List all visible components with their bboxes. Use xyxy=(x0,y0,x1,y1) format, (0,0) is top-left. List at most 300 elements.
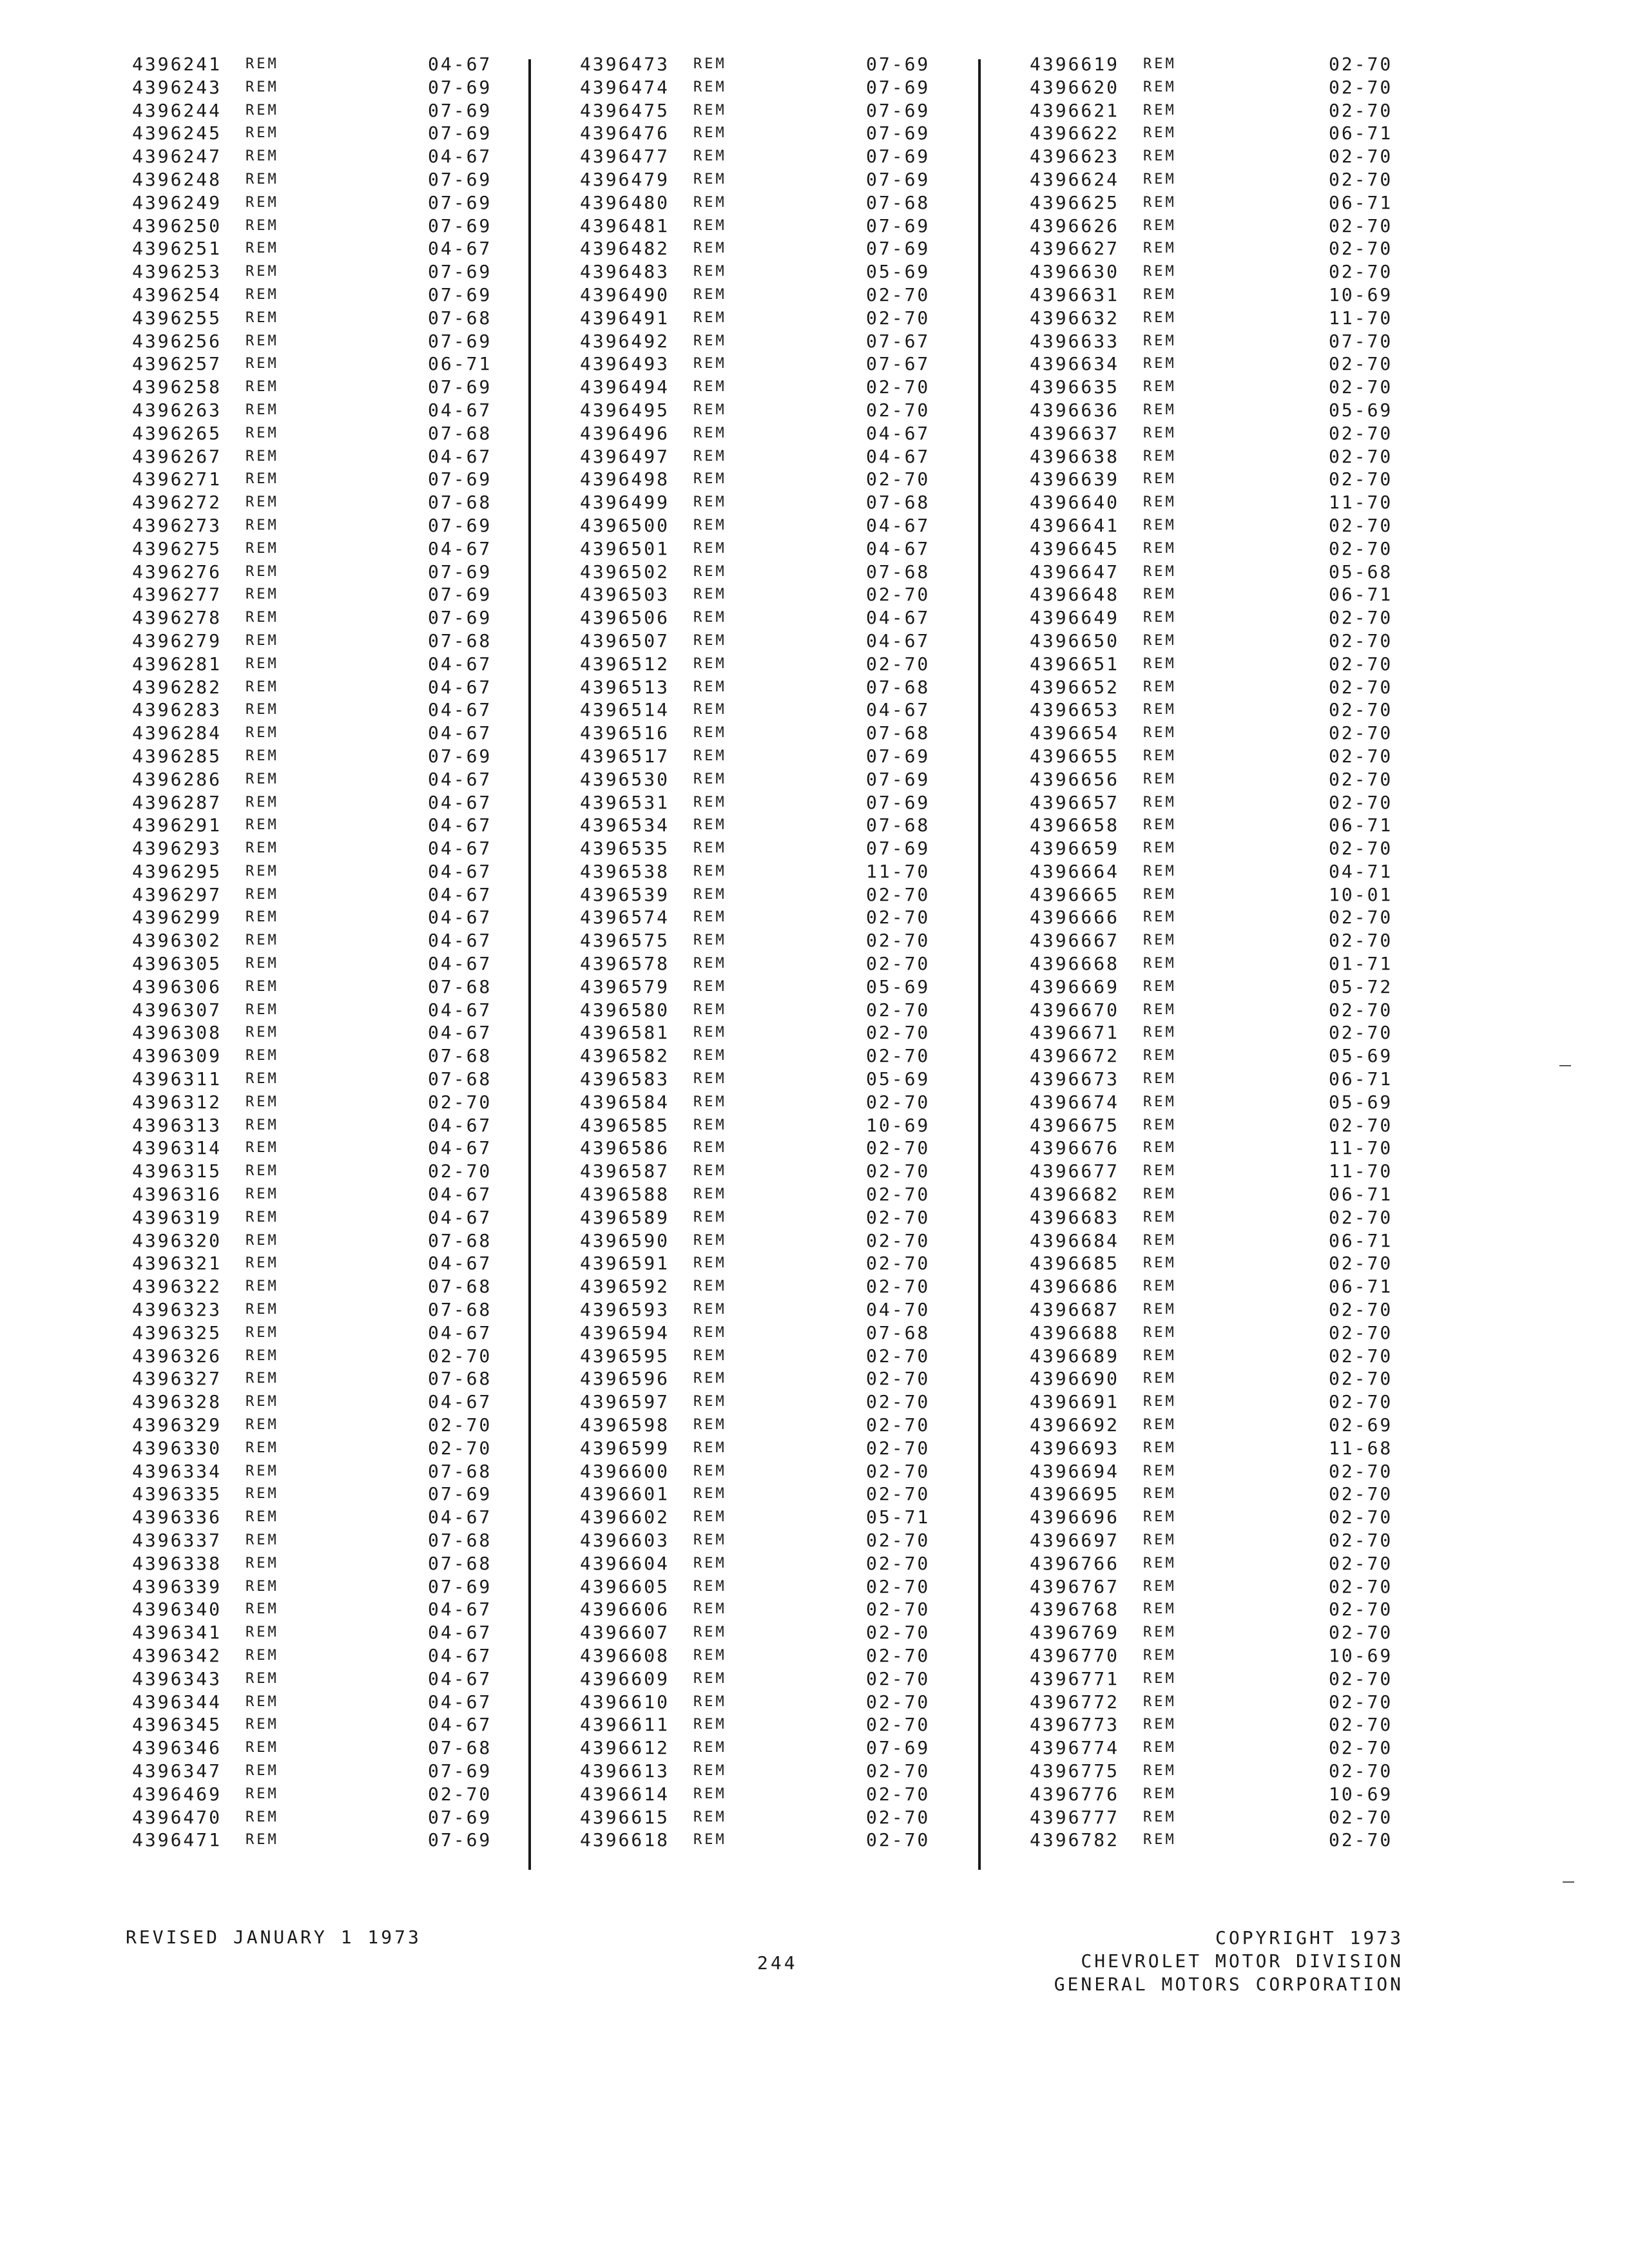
effective-date: 07-69 xyxy=(428,191,492,213)
part-number: 4396770 xyxy=(1030,1644,1120,1666)
status-code: REM xyxy=(1143,1163,1177,1180)
table-row xyxy=(132,514,503,537)
part-number: 4396291 xyxy=(132,814,222,836)
part-number: 4396483 xyxy=(580,261,670,283)
table-row xyxy=(132,1183,503,1206)
part-number: 4396639 xyxy=(1030,468,1120,490)
status-code: REM xyxy=(1143,102,1177,119)
part-number: 4396602 xyxy=(580,1506,670,1528)
part-number: 4396771 xyxy=(1030,1667,1120,1689)
effective-date: 07-69 xyxy=(428,1806,492,1828)
table-row xyxy=(132,122,503,145)
status-code: REM xyxy=(693,240,727,257)
effective-date: 10-69 xyxy=(866,1114,930,1136)
part-number: 4396293 xyxy=(132,838,222,860)
part-number: 4396650 xyxy=(1030,629,1120,651)
status-code: REM xyxy=(1143,1716,1177,1733)
effective-date: 04-67 xyxy=(428,1622,492,1644)
status-code: REM xyxy=(246,1486,279,1503)
table-row xyxy=(580,1806,941,1829)
status-code: REM xyxy=(693,217,727,234)
status-code: REM xyxy=(246,102,279,119)
status-code: REM xyxy=(693,1762,727,1779)
part-number: 4396613 xyxy=(580,1760,670,1782)
status-code: REM xyxy=(1143,886,1177,903)
effective-date: 04-67 xyxy=(428,791,492,813)
effective-date: 07-69 xyxy=(866,838,930,860)
part-number: 4396603 xyxy=(580,1530,670,1551)
table-row xyxy=(580,1437,941,1460)
table-row xyxy=(580,698,941,722)
status-code: REM xyxy=(246,1439,279,1456)
table-row xyxy=(132,629,503,653)
status-code: REM xyxy=(1143,217,1177,234)
status-code: REM xyxy=(1143,1024,1177,1041)
table-row xyxy=(132,1460,503,1483)
status-code: REM xyxy=(693,1809,727,1825)
table-row xyxy=(1030,906,1403,929)
status-code: REM xyxy=(246,1001,279,1018)
effective-date: 06-71 xyxy=(1329,1184,1393,1206)
part-number: 4396589 xyxy=(580,1206,670,1228)
table-row xyxy=(580,168,941,191)
table-row xyxy=(1030,1206,1403,1229)
table-row xyxy=(580,399,941,422)
effective-date: 02-70 xyxy=(866,1437,930,1459)
part-number: 4396772 xyxy=(1030,1691,1120,1713)
part-number: 4396684 xyxy=(1030,1229,1120,1251)
table-row xyxy=(580,537,941,561)
status-code: REM xyxy=(693,264,727,280)
status-code: REM xyxy=(1143,1048,1177,1064)
table-row xyxy=(580,1667,941,1691)
status-code: REM xyxy=(246,1785,279,1802)
status-code: REM xyxy=(1143,1532,1177,1548)
status-code: REM xyxy=(693,909,727,926)
table-row xyxy=(1030,698,1403,722)
status-code: REM xyxy=(246,747,279,764)
page-number: 244 xyxy=(757,1952,798,1974)
effective-date: 07-69 xyxy=(866,122,930,144)
part-number: 4396307 xyxy=(132,999,222,1021)
part-number: 4396328 xyxy=(132,1391,222,1413)
effective-date: 07-68 xyxy=(428,1229,492,1251)
part-number: 4396329 xyxy=(132,1414,222,1436)
status-code: REM xyxy=(1143,494,1177,511)
status-code: REM xyxy=(693,1255,727,1272)
status-code: REM xyxy=(246,632,279,649)
part-number: 4396598 xyxy=(580,1414,670,1436)
table-row xyxy=(1030,1829,1403,1852)
effective-date: 02-70 xyxy=(1329,1253,1393,1274)
table-row xyxy=(580,76,941,99)
part-number: 4396656 xyxy=(1030,768,1120,790)
part-number: 4396669 xyxy=(1030,975,1120,997)
part-number: 4396640 xyxy=(1030,492,1120,514)
status-code: REM xyxy=(246,264,279,280)
effective-date: 07-68 xyxy=(866,722,930,744)
effective-date: 07-68 xyxy=(428,1737,492,1759)
part-number: 4396279 xyxy=(132,629,222,651)
effective-date: 04-67 xyxy=(428,1391,492,1413)
table-row xyxy=(580,468,941,491)
table-row xyxy=(1030,422,1403,445)
part-number: 4396622 xyxy=(1030,122,1120,144)
part-number: 4396578 xyxy=(580,953,670,975)
effective-date: 11-70 xyxy=(1329,1137,1393,1159)
table-row xyxy=(132,1298,503,1321)
table-row xyxy=(132,1390,503,1414)
status-code: REM xyxy=(693,309,727,326)
effective-date: 07-68 xyxy=(428,307,492,329)
table-row xyxy=(580,260,941,284)
table-row xyxy=(1030,1137,1403,1160)
status-code: REM xyxy=(1143,1209,1177,1225)
part-number: 4396649 xyxy=(1030,607,1120,629)
status-code: REM xyxy=(1143,932,1177,949)
table-row xyxy=(132,745,503,768)
table-row xyxy=(1030,514,1403,537)
table-row xyxy=(132,1552,503,1575)
effective-date: 07-69 xyxy=(866,238,930,260)
status-code: REM xyxy=(246,332,279,349)
effective-date: 10-69 xyxy=(1329,1783,1393,1805)
part-number: 4396325 xyxy=(132,1321,222,1343)
status-code: REM xyxy=(246,1532,279,1548)
effective-date: 02-70 xyxy=(866,468,930,490)
status-code: REM xyxy=(246,401,279,418)
effective-date: 06-71 xyxy=(1329,814,1393,836)
part-number: 4396614 xyxy=(580,1783,670,1805)
part-number: 4396272 xyxy=(132,492,222,514)
table-row xyxy=(1030,1529,1403,1552)
table-row xyxy=(580,284,941,307)
effective-date: 02-70 xyxy=(866,907,930,928)
effective-date: 02-70 xyxy=(866,1184,930,1206)
status-code: REM xyxy=(246,517,279,533)
table-row xyxy=(580,1137,941,1160)
status-code: REM xyxy=(693,1071,727,1088)
table-row xyxy=(1030,653,1403,676)
table-row xyxy=(580,122,941,145)
revision-date: REVISED JANUARY 1 1973 xyxy=(126,1927,421,1948)
table-row xyxy=(580,975,941,999)
part-number: 4396625 xyxy=(1030,191,1120,213)
corporation-line: GENERAL MOTORS CORPORATION xyxy=(1054,1974,1403,1995)
table-row xyxy=(580,883,941,907)
status-code: REM xyxy=(1143,356,1177,372)
effective-date: 07-70 xyxy=(1329,330,1393,352)
part-number: 4396341 xyxy=(132,1622,222,1644)
table-row xyxy=(1030,399,1403,422)
part-number: 4396271 xyxy=(132,468,222,490)
status-code: REM xyxy=(246,471,279,488)
effective-date: 04-67 xyxy=(428,146,492,168)
part-number: 4396327 xyxy=(132,1368,222,1390)
status-code: REM xyxy=(1143,978,1177,995)
table-row xyxy=(1030,1506,1403,1529)
part-number: 4396655 xyxy=(1030,745,1120,767)
status-code: REM xyxy=(693,747,727,764)
effective-date: 11-70 xyxy=(1329,492,1393,514)
effective-date: 02-70 xyxy=(1329,1829,1393,1851)
part-number: 4396586 xyxy=(580,1137,670,1159)
table-row xyxy=(132,1736,503,1760)
part-number: 4396776 xyxy=(1030,1783,1120,1805)
table-row xyxy=(1030,629,1403,653)
status-code: REM xyxy=(1143,1140,1177,1157)
effective-date: 07-68 xyxy=(428,422,492,444)
effective-date: 04-67 xyxy=(866,445,930,467)
part-number: 4396647 xyxy=(1030,561,1120,582)
table-row xyxy=(132,1021,503,1044)
table-row xyxy=(132,860,503,883)
status-code: REM xyxy=(693,1647,727,1664)
effective-date: 02-70 xyxy=(866,883,930,905)
status-code: REM xyxy=(693,1209,727,1225)
table-row xyxy=(132,883,503,907)
table-row xyxy=(132,1068,503,1091)
effective-date: 05-69 xyxy=(1329,399,1393,421)
table-row xyxy=(580,330,941,353)
status-code: REM xyxy=(246,1209,279,1225)
status-code: REM xyxy=(1143,610,1177,626)
status-code: REM xyxy=(693,1024,727,1041)
table-row xyxy=(132,1044,503,1068)
table-row xyxy=(580,906,941,929)
status-code: REM xyxy=(1143,1578,1177,1595)
part-number: 4396574 xyxy=(580,907,670,928)
effective-date: 10-69 xyxy=(1329,1644,1393,1666)
table-row xyxy=(132,929,503,952)
part-number: 4396476 xyxy=(580,122,670,144)
effective-date: 07-68 xyxy=(866,492,930,514)
part-number: 4396637 xyxy=(1030,422,1120,444)
status-code: REM xyxy=(1143,1417,1177,1434)
table-row xyxy=(580,1506,941,1529)
effective-date: 02-70 xyxy=(1329,653,1393,675)
part-number: 4396534 xyxy=(580,814,670,836)
status-code: REM xyxy=(693,1117,727,1133)
part-number: 4396278 xyxy=(132,607,222,629)
part-number: 4396687 xyxy=(1030,1299,1120,1321)
effective-date: 04-67 xyxy=(428,1714,492,1736)
effective-date: 07-69 xyxy=(428,514,492,536)
table-row xyxy=(132,814,503,837)
table-row xyxy=(132,53,503,76)
effective-date: 07-69 xyxy=(866,76,930,98)
effective-date: 07-68 xyxy=(866,1321,930,1343)
part-number: 4396297 xyxy=(132,883,222,905)
effective-date: 04-67 xyxy=(428,1644,492,1666)
effective-date: 02-70 xyxy=(1329,1599,1393,1620)
status-code: REM xyxy=(1143,1762,1177,1779)
part-number: 4396501 xyxy=(580,537,670,559)
status-code: REM xyxy=(246,563,279,580)
status-code: REM xyxy=(1143,1117,1177,1133)
status-code: REM xyxy=(1143,240,1177,257)
part-number: 4396683 xyxy=(1030,1206,1120,1228)
part-number: 4396582 xyxy=(580,1045,670,1067)
status-code: REM xyxy=(693,771,727,787)
table-row xyxy=(1030,1114,1403,1137)
table-row xyxy=(132,145,503,168)
status-code: REM xyxy=(693,1232,727,1249)
table-row xyxy=(580,629,941,653)
status-code: REM xyxy=(246,1071,279,1088)
part-number: 4396610 xyxy=(580,1691,670,1713)
status-code: REM xyxy=(1143,1255,1177,1272)
effective-date: 07-69 xyxy=(428,1483,492,1505)
part-number: 4396284 xyxy=(132,722,222,744)
status-code: REM xyxy=(693,586,727,603)
status-code: REM xyxy=(246,1093,279,1110)
part-number: 4396767 xyxy=(1030,1575,1120,1597)
status-code: REM xyxy=(693,1417,727,1434)
effective-date: 04-70 xyxy=(866,1299,930,1321)
table-row xyxy=(1030,99,1403,122)
part-number: 4396473 xyxy=(580,53,670,75)
table-row xyxy=(132,1575,503,1599)
table-row xyxy=(580,929,941,952)
effective-date: 04-67 xyxy=(428,1599,492,1620)
effective-date: 02-70 xyxy=(866,1345,930,1367)
table-row xyxy=(132,1506,503,1529)
status-code: REM xyxy=(693,1370,727,1387)
part-number: 4396594 xyxy=(580,1321,670,1343)
part-number: 4396334 xyxy=(132,1460,222,1482)
effective-date: 02-70 xyxy=(1329,99,1393,121)
effective-date: 04-67 xyxy=(428,445,492,467)
table-row xyxy=(580,952,941,975)
effective-date: 02-70 xyxy=(866,1714,930,1736)
part-number: 4396588 xyxy=(580,1184,670,1206)
table-row xyxy=(132,722,503,745)
part-number: 4396664 xyxy=(1030,860,1120,882)
effective-date: 04-67 xyxy=(428,653,492,675)
effective-date: 02-70 xyxy=(1329,1760,1393,1782)
effective-date: 07-69 xyxy=(866,1737,930,1759)
effective-date: 07-68 xyxy=(428,1276,492,1298)
status-code: REM xyxy=(1143,194,1177,211)
part-number: 4396693 xyxy=(1030,1437,1120,1459)
part-number: 4396688 xyxy=(1030,1321,1120,1343)
table-row xyxy=(132,1229,503,1253)
effective-date: 02-70 xyxy=(866,1783,930,1805)
table-row xyxy=(580,653,941,676)
part-number: 4396250 xyxy=(132,215,222,236)
part-number: 4396632 xyxy=(1030,307,1120,329)
part-number: 4396311 xyxy=(132,1068,222,1090)
part-number: 4396477 xyxy=(580,146,670,168)
status-code: REM xyxy=(1143,264,1177,280)
part-number: 4396654 xyxy=(1030,722,1120,744)
effective-date: 02-70 xyxy=(1329,1483,1393,1505)
status-code: REM xyxy=(693,655,727,672)
table-row xyxy=(1030,1275,1403,1298)
part-number: 4396313 xyxy=(132,1114,222,1136)
effective-date: 02-70 xyxy=(1329,907,1393,928)
part-number: 4396480 xyxy=(580,191,670,213)
effective-date: 02-70 xyxy=(1329,676,1393,698)
part-number: 4396623 xyxy=(1030,146,1120,168)
effective-date: 02-70 xyxy=(1329,1206,1393,1228)
table-row xyxy=(580,1691,941,1714)
effective-date: 02-70 xyxy=(866,1368,930,1390)
status-code: REM xyxy=(246,1302,279,1318)
column-divider xyxy=(978,59,981,1870)
status-code: REM xyxy=(693,610,727,626)
table-row xyxy=(1030,1598,1403,1621)
effective-date: 02-70 xyxy=(1329,722,1393,744)
part-number: 4396609 xyxy=(580,1667,670,1689)
part-number: 4396592 xyxy=(580,1276,670,1298)
table-row xyxy=(580,491,941,514)
table-row xyxy=(1030,722,1403,745)
part-number: 4396469 xyxy=(132,1783,222,1805)
part-number: 4396530 xyxy=(580,768,670,790)
part-number: 4396245 xyxy=(132,122,222,144)
status-code: REM xyxy=(246,655,279,672)
part-number: 4396248 xyxy=(132,168,222,190)
part-number: 4396621 xyxy=(1030,99,1120,121)
effective-date: 07-69 xyxy=(428,122,492,144)
table-row xyxy=(1030,1298,1403,1321)
table-row xyxy=(580,307,941,330)
effective-date: 02-70 xyxy=(1329,699,1393,721)
effective-date: 05-69 xyxy=(1329,1091,1393,1113)
status-code: REM xyxy=(1143,332,1177,349)
effective-date: 05-72 xyxy=(1329,975,1393,997)
effective-date: 07-67 xyxy=(866,330,930,352)
table-row xyxy=(1030,768,1403,791)
table-row xyxy=(132,168,503,191)
status-code: REM xyxy=(693,1324,727,1341)
effective-date: 02-70 xyxy=(866,1644,930,1666)
status-code: REM xyxy=(246,171,279,187)
effective-date: 02-70 xyxy=(866,1575,930,1597)
effective-date: 07-68 xyxy=(428,1368,492,1390)
part-number: 4396255 xyxy=(132,307,222,329)
status-code: REM xyxy=(1143,1186,1177,1203)
status-code: REM xyxy=(693,1093,727,1110)
status-code: REM xyxy=(246,1024,279,1041)
status-code: REM xyxy=(1143,517,1177,533)
part-number: 4396580 xyxy=(580,999,670,1021)
table-row xyxy=(1030,237,1403,260)
table-row xyxy=(1030,745,1403,768)
part-number: 4396593 xyxy=(580,1299,670,1321)
table-row xyxy=(1030,676,1403,699)
part-number: 4396506 xyxy=(580,607,670,629)
table-row xyxy=(580,53,941,76)
effective-date: 02-70 xyxy=(1329,1345,1393,1367)
part-number: 4396608 xyxy=(580,1644,670,1666)
part-number: 4396320 xyxy=(132,1229,222,1251)
table-row xyxy=(132,376,503,399)
table-row xyxy=(132,215,503,238)
effective-date: 07-69 xyxy=(866,791,930,813)
effective-date: 04-67 xyxy=(428,238,492,260)
parts-column-2 xyxy=(580,53,941,1870)
effective-date: 06-71 xyxy=(1329,1068,1393,1090)
status-code: REM xyxy=(246,540,279,557)
effective-date: 02-70 xyxy=(866,930,930,952)
table-row xyxy=(580,1068,941,1091)
part-number: 4396691 xyxy=(1030,1391,1120,1413)
status-code: REM xyxy=(246,1509,279,1526)
status-code: REM xyxy=(1143,379,1177,396)
